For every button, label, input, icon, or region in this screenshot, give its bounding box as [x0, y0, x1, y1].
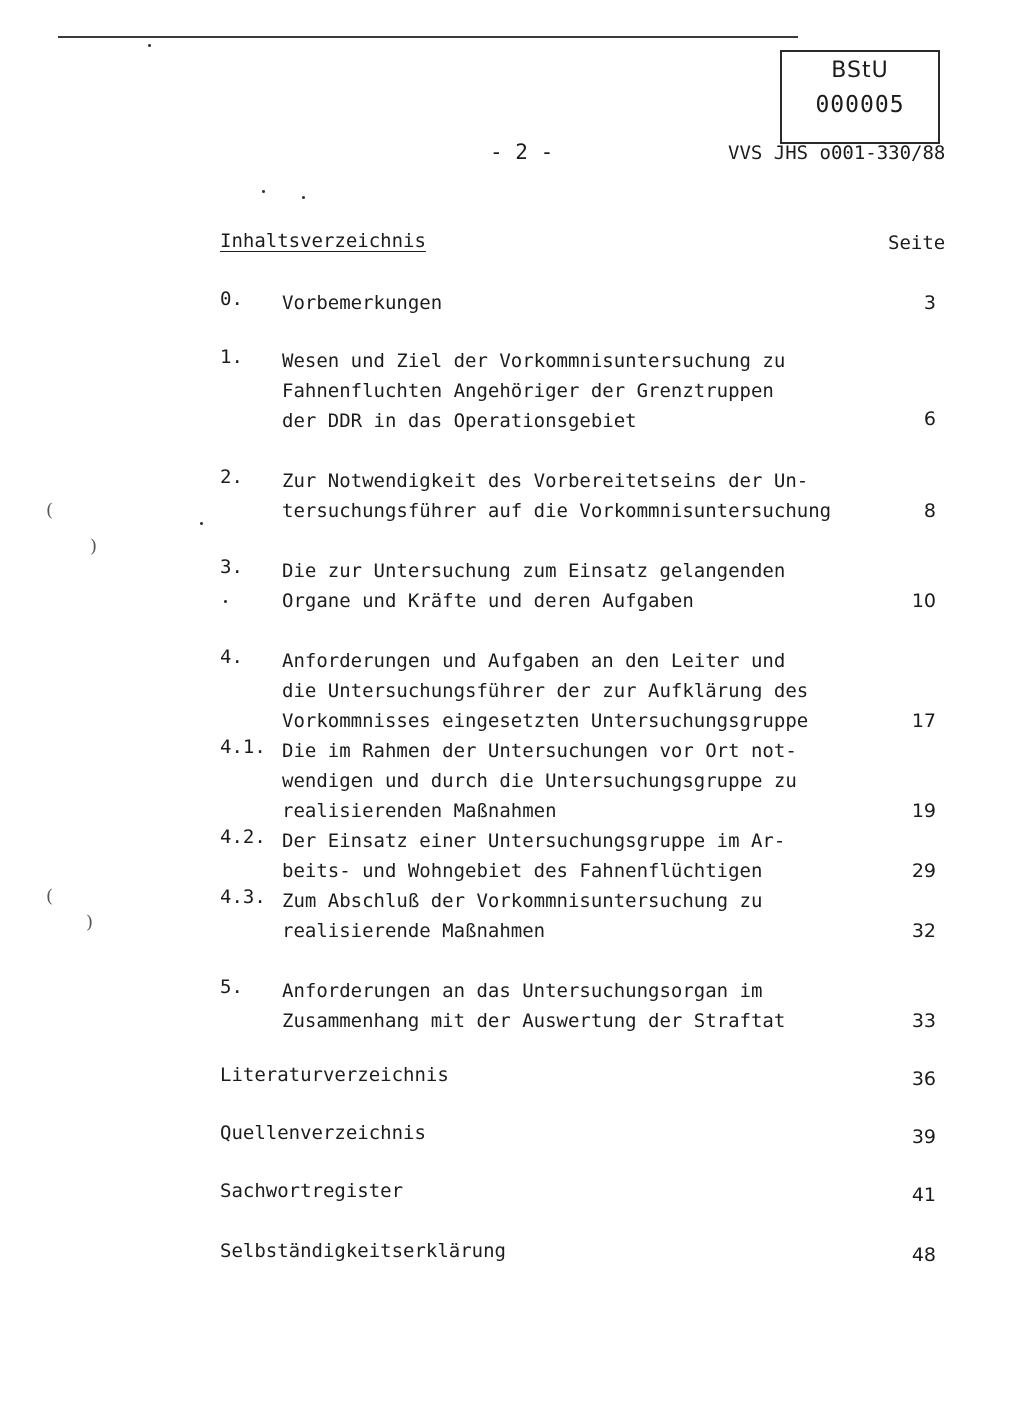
toc-entry-title: Zum Abschluß der Vorkommnisuntersuchung zu realisierende Maßnahmen — [282, 890, 763, 942]
toc-entry-title: Wesen und Ziel der Vorkommnisuntersuchung zu Fahnenfluchten Angehöriger der Grenztruppen der DDR in das Operationsgebiet — [282, 350, 786, 432]
stamp-archive-label: BStU — [831, 58, 889, 83]
toc-title: Inhaltsverzeichnis — [220, 230, 426, 252]
toc-entry-number: 3. — [220, 556, 243, 578]
toc-appendix-page: 36 — [911, 1068, 936, 1090]
toc-entry-page: 3 — [923, 292, 936, 314]
toc-appendix-title: Selbständigkeitserklärung — [220, 1240, 506, 1262]
toc-entry-page: 29 — [911, 860, 936, 882]
toc-appendix-page: 41 — [911, 1184, 936, 1206]
toc-entry-title: Anforderungen an das Untersuchungsorgan im Zusammenhang mit der Auswertung der Straftat — [282, 980, 786, 1032]
toc-entry-page: 32 — [911, 920, 936, 942]
toc-entry-number: 4.3. — [220, 886, 266, 908]
toc-entry-title: Zur Notwendigkeit des Vorbereitetseins der Un- tersuchungsführer auf die Vorkommnisuntersuchung — [282, 470, 832, 522]
document-reference: VVS JHS o001-330/88 — [728, 142, 946, 164]
toc-entry-page: 6 — [923, 408, 936, 430]
toc-entry-title: Anforderungen und Aufgaben an den Leiter und die Untersuchungsführer der zur Aufklärung des Vorkommnisses eingesetzten Untersuchungsgruppe — [282, 650, 809, 732]
toc-entry-title: Die im Rahmen der Untersuchungen vor Ort not- wendigen und durch die Untersuchungsgruppe zu realisierenden Maßnahmen — [282, 740, 797, 822]
toc-entry-number: 4. — [220, 646, 243, 668]
toc-entry-number: 1. — [220, 346, 243, 368]
toc-appendix-title: Sachwortregister — [220, 1180, 404, 1202]
toc-entry-number: 0. — [220, 288, 243, 310]
toc-entry-page: 8 — [923, 500, 936, 522]
margin-bracket-mark: ( — [46, 886, 54, 907]
margin-bracket-mark: ) — [86, 912, 94, 933]
toc-appendix-page: 39 — [911, 1126, 936, 1148]
toc-appendix-page: 48 — [911, 1244, 936, 1266]
toc-appendix-title: Quellenverzeichnis — [220, 1122, 426, 1144]
toc-entry-number: 4.2. — [220, 826, 266, 848]
toc-page-column-label: Seite — [888, 232, 946, 254]
toc-entry-number: 2. — [220, 466, 243, 488]
toc-entry-page: 33 — [911, 1010, 936, 1032]
toc-entry-number: 5. — [220, 976, 243, 998]
toc-entry-title: Der Einsatz einer Untersuchungsgruppe im Ar- beits- und Wohngebiet des Fahnenflüchtigen — [282, 830, 786, 882]
toc-entry-title: Vorbemerkungen — [282, 292, 443, 314]
stamp-sheet-number: 000005 — [815, 92, 905, 118]
toc-appendix-title: Literaturverzeichnis — [220, 1064, 449, 1086]
toc-entry-page: 19 — [911, 800, 936, 822]
toc-entry-page: 10 — [911, 590, 936, 612]
margin-bracket-mark: ) — [90, 536, 98, 557]
toc-entry-title: Die zur Untersuchung zum Einsatz gelangenden Organe und Kräfte und deren Aufgaben — [282, 560, 786, 612]
toc-entry-number: 4.1. — [220, 736, 266, 758]
toc-entry-page: 17 — [911, 710, 936, 732]
page-number: - 2 - — [490, 140, 554, 164]
margin-bracket-mark: ( — [46, 500, 54, 521]
